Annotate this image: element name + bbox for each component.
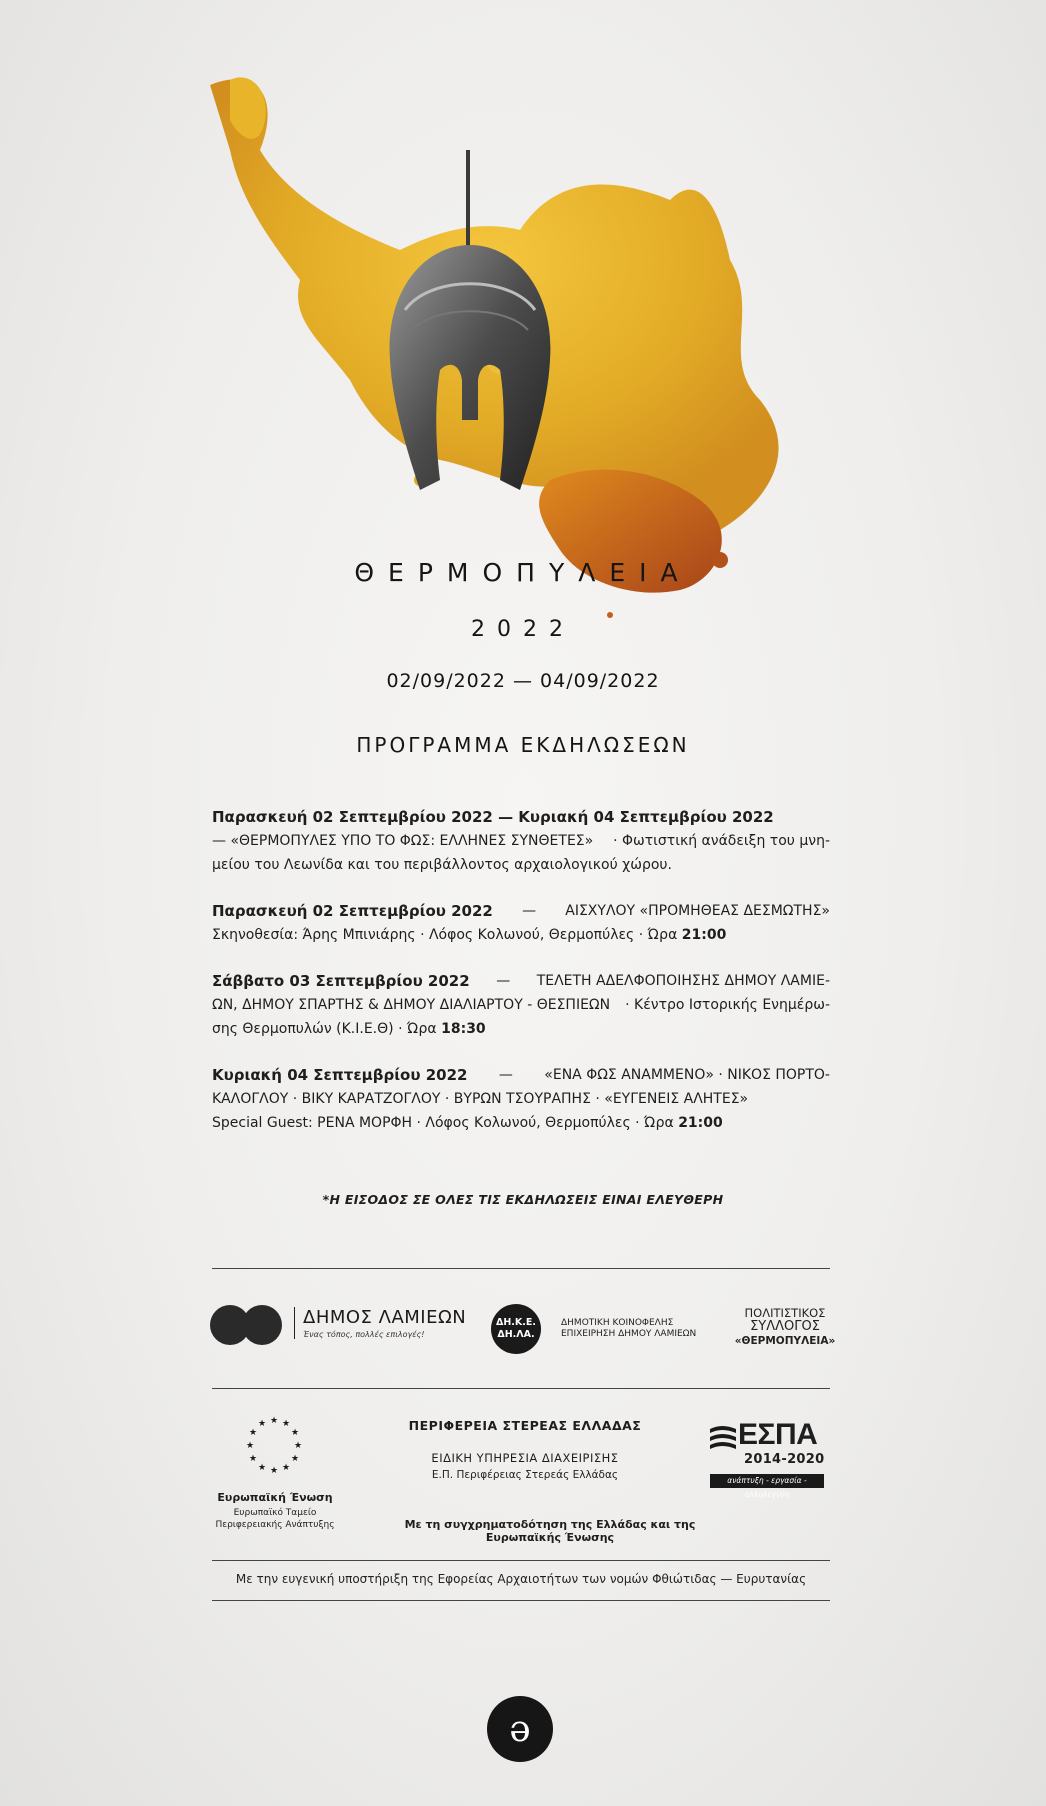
espa-years: 2014-2020 — [744, 1452, 825, 1467]
eu-title: Ευρωπαϊκή Ένωση — [217, 1491, 333, 1504]
event-2 — [212, 899, 830, 947]
espa-logo — [708, 1418, 826, 1499]
svg-text:★: ★ — [257, 1419, 267, 1429]
eu-sub-line1: Ευρωπαϊκό Ταμείο — [233, 1508, 317, 1518]
support-note: Με την ευγενική υποστήριξη της Εφορείας Αρχαιοτήτων των νομών Φθιώτιδας — Ευρυτανίας — [235, 1572, 807, 1586]
event-2-dash: — — [522, 903, 537, 919]
event-4-time: 21:00 — [678, 1115, 723, 1131]
event-3-dash: — — [496, 973, 511, 989]
brand-logo-icon: ə — [487, 1696, 553, 1762]
dikeda-text — [561, 1318, 696, 1340]
program-heading: ΠΡΟΓΡΑΜΜΑ ΕΚΔΗΛΩΣΕΩΝ — [356, 733, 690, 757]
svg-text:★: ★ — [293, 1441, 303, 1451]
free-entry-note: *Η ΕΙΣΟΔΟΣ ΣΕ ΟΛΕΣ ΤΙΣ ΕΚΔΗΛΩΣΕΙΣ ΕΙΝΑΙ ΕΛΕΥΘΕΡΗ — [322, 1192, 724, 1207]
politistikos-syllogos-logo — [720, 1306, 850, 1348]
dimos-lamias-coins-logo — [210, 1305, 285, 1349]
event-3-title: ΤΕΛΕΤΗ ΑΔΕΛΦΟΠΟΙΗΣΗΣ ΔΗΜΟΥ ΛΑΜΙΕ- — [536, 973, 830, 989]
event-4-title: «ΕΝΑ ΦΩΣ ΑΝΑΜΜΕΝΟ» · ΝΙΚΟΣ ΠΟΡΤΟ- — [544, 1067, 830, 1083]
svg-text:★: ★ — [248, 1454, 258, 1464]
syllogos-line3: «ΘΕΡΜΟΠΥΛΕΙΑ» — [734, 1335, 836, 1347]
region-program: Ε.Π. Περιφέρειας Στερεάς Ελλάδας — [431, 1469, 619, 1481]
eu-stars-icon — [244, 1415, 304, 1475]
svg-text:★: ★ — [281, 1463, 291, 1473]
svg-text:★: ★ — [245, 1441, 255, 1451]
svg-text:★: ★ — [281, 1419, 291, 1429]
event-4-dash: — — [498, 1067, 513, 1083]
divider — [212, 1388, 830, 1389]
event-4-date: Κυριακή 04 Σεπτεμβρίου 2022 — [212, 1066, 468, 1084]
espa-word: ΕΣΠΑ — [738, 1418, 818, 1451]
event-4-performers: ΚΑΛΟΓΛΟΥ · ΒΙΚΥ ΚΑΡΑΤΖΟΓΛΟΥ · ΒΥΡΩΝ ΤΣΟΥΡΑΠΗΣ · «ΕΥΓΕΝΕΙΣ ΑΛΗΤΕΣ» — [212, 1091, 749, 1107]
festival-year: 2022 — [471, 617, 575, 642]
event-1-title: — «ΘΕΡΜΟΠΥΛΕΣ ΥΠΟ ΤΟ ΦΩΣ: ΕΛΛΗΝΕΣ ΣΥΝΘΕΤΕΣ» — [212, 833, 594, 849]
dikeda-logo-line2: ΔΗ.ΛΑ. — [497, 1329, 535, 1340]
event-1-dates: Παρασκευή 02 Σεπτεμβρίου 2022 — Κυριακή 04 Σεπτεμβρίου 2022 — [212, 808, 774, 826]
event-2-title: ΑΙΣΧΥΛΟΥ «ΠΡΟΜΗΘΕΑΣ ΔΕΣΜΩΤΗΣ» — [565, 903, 830, 919]
dikeda-text-line1: ΔΗΜΟΤΙΚΗ ΚΟΙΝΟΦΕΛΗΣ — [561, 1318, 674, 1328]
event-3-title-cont: ΩΝ, ΔΗΜΟΥ ΣΠΑΡΤΗΣ & ΔΗΜΟΥ ΔΙΑΛΙΑΡΤΟΥ - ΘΕΣΠΙΕΩΝ — [212, 997, 611, 1013]
eu-sub-line2: Περιφερειακής Ανάπτυξης — [215, 1520, 335, 1530]
espa-flag-icon — [708, 1423, 738, 1453]
cofunding-note: Με τη συγχρηματοδότηση της Ελλάδας και της Ευρωπαϊκής Ένωσης — [404, 1518, 696, 1544]
helmet-artwork — [200, 60, 820, 700]
dikeda-logo — [491, 1304, 541, 1354]
dikeda-logo-line1: ΔΗ.Κ.Ε. — [496, 1317, 536, 1328]
svg-text:★: ★ — [290, 1428, 300, 1438]
event-3-date: Σάββατο 03 Σεπτεμβρίου 2022 — [212, 972, 470, 990]
dimos-lamias-name: ΔΗΜΟΣ ΛΑΜΙΕΩΝ — [303, 1307, 467, 1328]
event-3-venue: · Κέντρο Ιστορικής Ενημέρω- — [625, 997, 830, 1013]
festival-dates: 02/09/2022 — 04/09/2022 — [386, 670, 660, 692]
syllogos-line2: ΣΥΛΛΟΓΟΣ — [750, 1319, 820, 1334]
divider — [212, 1268, 830, 1269]
festival-title: ΘΕΡΜΟΠΥΛΕΙΑ — [354, 558, 692, 587]
svg-text:★: ★ — [290, 1454, 300, 1464]
event-1 — [212, 805, 830, 877]
event-2-time: 21:00 — [681, 927, 727, 943]
region-title: ΠΕΡΙΦΕΡΕΙΑ ΣΤΕΡΕΑΣ ΕΛΛΑΔΑΣ — [408, 1418, 642, 1433]
event-3-venue-cont: σης Θερμοπυλών (Κ.Ι.Ε.Θ) · Ώρα — [212, 1021, 437, 1037]
event-4-guest: Special Guest: ΡΕΝΑ ΜΟΡΦΗ · Λόφος Κολωνού, Θερμοπύλες · Ώρα — [212, 1115, 674, 1131]
svg-text:★: ★ — [257, 1463, 267, 1473]
region-block — [380, 1418, 670, 1481]
events-list — [212, 805, 830, 1157]
event-2-date: Παρασκευή 02 Σεπτεμβρίου 2022 — [212, 902, 493, 920]
dikeda-text-line2: ΕΠΙΧΕΙΡΗΣΗ ΔΗΜΟΥ ΛΑΜΙΕΩΝ — [561, 1329, 697, 1339]
svg-text:★: ★ — [269, 1466, 279, 1475]
event-1-desc-cont: μείου του Λεωνίδα και του περιβάλλοντος αρχαιολογικού χώρου. — [212, 857, 672, 873]
svg-text:★: ★ — [269, 1416, 279, 1426]
region-service: ΕΙΔΙΚΗ ΥΠΗΡΕΣΙΑ ΔΙΑΧΕΙΡΙΣΗΣ — [431, 1451, 619, 1465]
espa-tagline: ανάπτυξη - εργασία - αλληλεγγύη — [710, 1474, 824, 1488]
divider — [212, 1600, 830, 1601]
syllogos-line1: ΠΟΛΙΤΙΣΤΙΚΟΣ — [744, 1306, 826, 1320]
event-2-details: Σκηνοθεσία: Άρης Μπινιάρης · Λόφος Κολωνού, Θερμοπύλες · Ώρα — [212, 927, 678, 943]
eu-subtitle — [205, 1507, 345, 1531]
dimos-lamias-logo — [294, 1307, 466, 1339]
event-3-time: 18:30 — [441, 1021, 486, 1037]
divider — [212, 1560, 830, 1561]
svg-text:★: ★ — [248, 1428, 258, 1438]
event-4 — [212, 1063, 830, 1135]
event-3 — [212, 969, 830, 1041]
event-1-desc: · Φωτιστική ανάδειξη του μνη- — [613, 833, 830, 849]
dimos-lamias-slogan: Ένας τόπος, πολλές επιλογές! — [303, 1330, 425, 1339]
